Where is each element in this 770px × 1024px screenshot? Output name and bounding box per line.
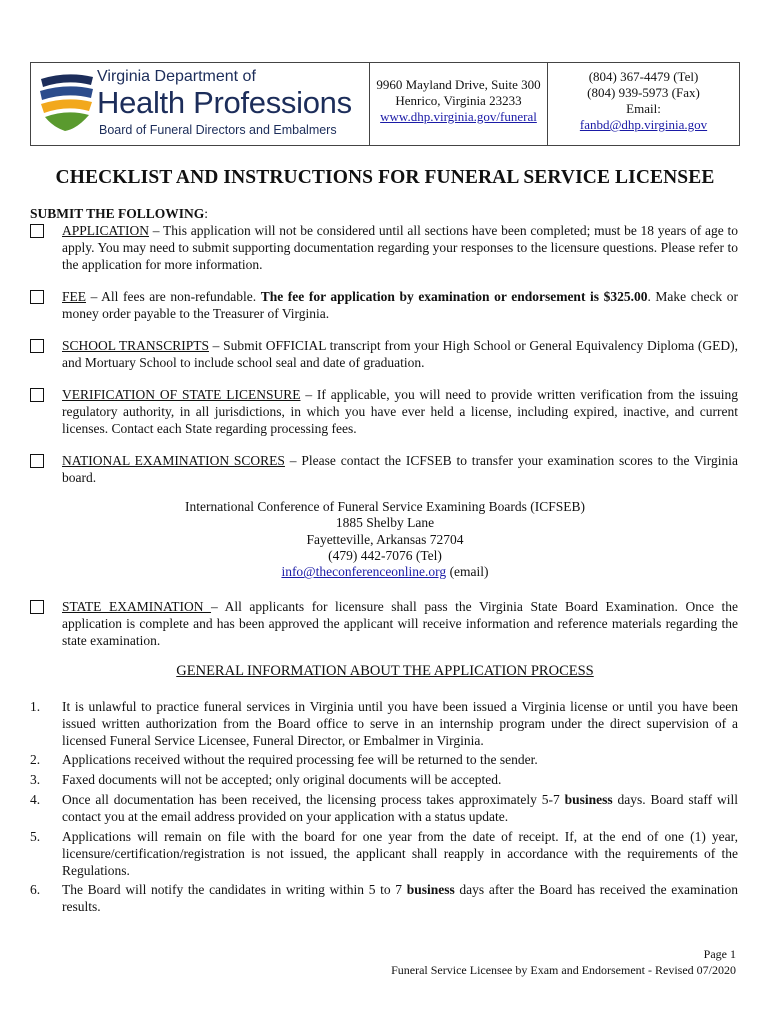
list-number: 2. <box>30 752 41 767</box>
icfseb-email-link[interactable]: info@theconferenceonline.org <box>281 564 447 580</box>
list-number: 3. <box>30 772 41 787</box>
fee-amount-text: The fee for application by examination or endorsement is $325.00 <box>260 289 648 304</box>
page-footer <box>391 946 736 978</box>
logo-line-2: Health Professions <box>97 85 352 120</box>
item-label: STATE EXAMINATION <box>62 599 212 614</box>
item-label: VERIFICATION OF STATE LICENSURE <box>62 387 301 402</box>
address-line-1: 9960 Mayland Drive, Suite 300 <box>376 77 541 92</box>
item-text: – All applicants for licensure shall pass the Virginia State Board Examination. Once the application is complete and has been approved the applicant will receive information and reference materials regarding the state examination. <box>62 599 738 648</box>
letterhead <box>30 62 740 146</box>
list-item <box>30 881 738 915</box>
list-item <box>30 828 738 879</box>
item-text: – If applicable, you will need to provide written verification from the issuing regulatory authority, in all jurisdictions, in which you have ever held a license, including expired, inactive, and current licenses. Contact each State regarding processing fees. <box>62 387 738 436</box>
website-link[interactable]: www.dhp.virginia.gov/funeral <box>380 109 537 124</box>
icfseb-city: Fayetteville, Arkansas 72704 <box>306 531 464 547</box>
checklist-item-verification <box>30 386 738 437</box>
item-text: – This application will not be considered until all sections have been completed; must be 18 years of age to apply. You may need to submit supporting documentation regarding your responses to the licensure questions. Please refer to the application for more information. <box>62 223 738 272</box>
fax-number: (804) 939-5973 (Fax) <box>587 85 700 100</box>
checklist-item-national-exam <box>30 452 738 486</box>
dhp-logo <box>31 63 370 145</box>
checklist-item-state-exam <box>30 598 738 649</box>
list-text-bold: business <box>564 792 613 807</box>
checkbox-national-exam[interactable] <box>30 454 44 468</box>
list-number: 6. <box>30 882 41 897</box>
list-item <box>30 751 738 768</box>
tel-number: (804) 367-4479 (Tel) <box>588 69 699 84</box>
checklist-item-transcripts <box>30 337 738 371</box>
email-label: Email: <box>626 101 661 116</box>
logo-line-1: Virginia Department of <box>97 68 256 85</box>
contact-block <box>548 63 739 145</box>
checkbox-state-exam[interactable] <box>30 600 44 614</box>
list-text: Faxed documents will not be accepted; only original documents will be accepted. <box>62 772 502 787</box>
list-item <box>30 698 738 749</box>
checkbox-verification[interactable] <box>30 388 44 402</box>
item-text: – Submit OFFICIAL transcript from your High School or General Equivalency Diploma (GED), and Mortuary School to include school seal and date of graduation. <box>62 338 738 370</box>
checklist-item-application <box>30 222 738 273</box>
list-item <box>30 771 738 788</box>
dhp-emblem-icon <box>37 71 95 133</box>
page-title: CHECKLIST AND INSTRUCTIONS FOR FUNERAL SERVICE LICENSEE <box>55 167 715 188</box>
item-label: APPLICATION <box>62 223 150 238</box>
list-text: The Board will notify the candidates in writing within 5 to 7 <box>62 882 407 897</box>
checklist-item-fee <box>30 288 738 322</box>
icfseb-address <box>0 499 770 580</box>
item-label: FEE <box>62 289 87 304</box>
icfseb-street: 1885 Shelby Lane <box>335 515 435 531</box>
icfseb-email-suffix: (email) <box>446 564 489 580</box>
list-text: days. Board staff will contact you at the email address provided on your application with a status update. <box>62 792 739 824</box>
list-number: 1. <box>30 699 41 714</box>
list-text: Applications received without the required processing fee will be returned to the sender. <box>62 752 538 767</box>
checkbox-transcripts[interactable] <box>30 339 44 353</box>
list-number: 5. <box>30 829 41 844</box>
general-info-heading: GENERAL INFORMATION ABOUT THE APPLICATION PROCESS <box>176 663 594 679</box>
submit-heading: SUBMIT THE FOLLOWING: <box>30 206 209 221</box>
board-email-link[interactable]: fanbd@dhp.virginia.gov <box>579 117 708 132</box>
list-text: It is unlawful to practice funeral services in Virginia until you have been issued a Virginia license or until you have been issued written authorization from the Board office to serve in an internship program under the direct supervision of a licensed Funeral Service Licensee, Funeral Director, or Embalmer in Virginia. <box>62 699 738 748</box>
item-label: SCHOOL TRANSCRIPTS <box>62 338 209 353</box>
item-text: – Please contact the ICFSEB to transfer your examination scores to the Virginia board. <box>62 453 738 485</box>
page-number: Page 1 <box>703 947 736 961</box>
item-label: NATIONAL EXAMINATION SCORES <box>62 453 285 468</box>
checkbox-fee[interactable] <box>30 290 44 304</box>
revision-note: Funeral Service Licensee by Exam and Endorsement - Revised 07/2020 <box>391 963 736 977</box>
list-text: Applications will remain on file with the board for one year from the date of receipt. If, at the end of one (1) year, licensure/certification/registration is not issued, the applicant shall reapply in accordance with the requirements of the Regulations. <box>62 829 738 878</box>
icfseb-name: International Conference of Funeral Service Examining Boards (ICFSEB) <box>184 499 586 514</box>
list-text: days after the Board has received the examination results. <box>62 882 739 914</box>
item-text: – All fees are non-refundable. <box>86 289 261 304</box>
icfseb-tel: (479) 442-7076 (Tel) <box>328 547 442 563</box>
list-item <box>30 791 738 825</box>
list-text-bold: business <box>406 882 455 897</box>
list-text: Once all documentation has been received, the licensing process takes approximately 5-7 <box>62 792 565 807</box>
address-line-2: Henrico, Virginia 23233 <box>395 93 522 108</box>
item-text: . Make check or money order payable to the Treasurer of Virginia. <box>62 289 738 321</box>
list-number: 4. <box>30 792 41 807</box>
checkbox-application[interactable] <box>30 224 44 238</box>
logo-line-3: Board of Funeral Directors and Embalmers <box>99 123 337 137</box>
address-block <box>370 63 548 145</box>
